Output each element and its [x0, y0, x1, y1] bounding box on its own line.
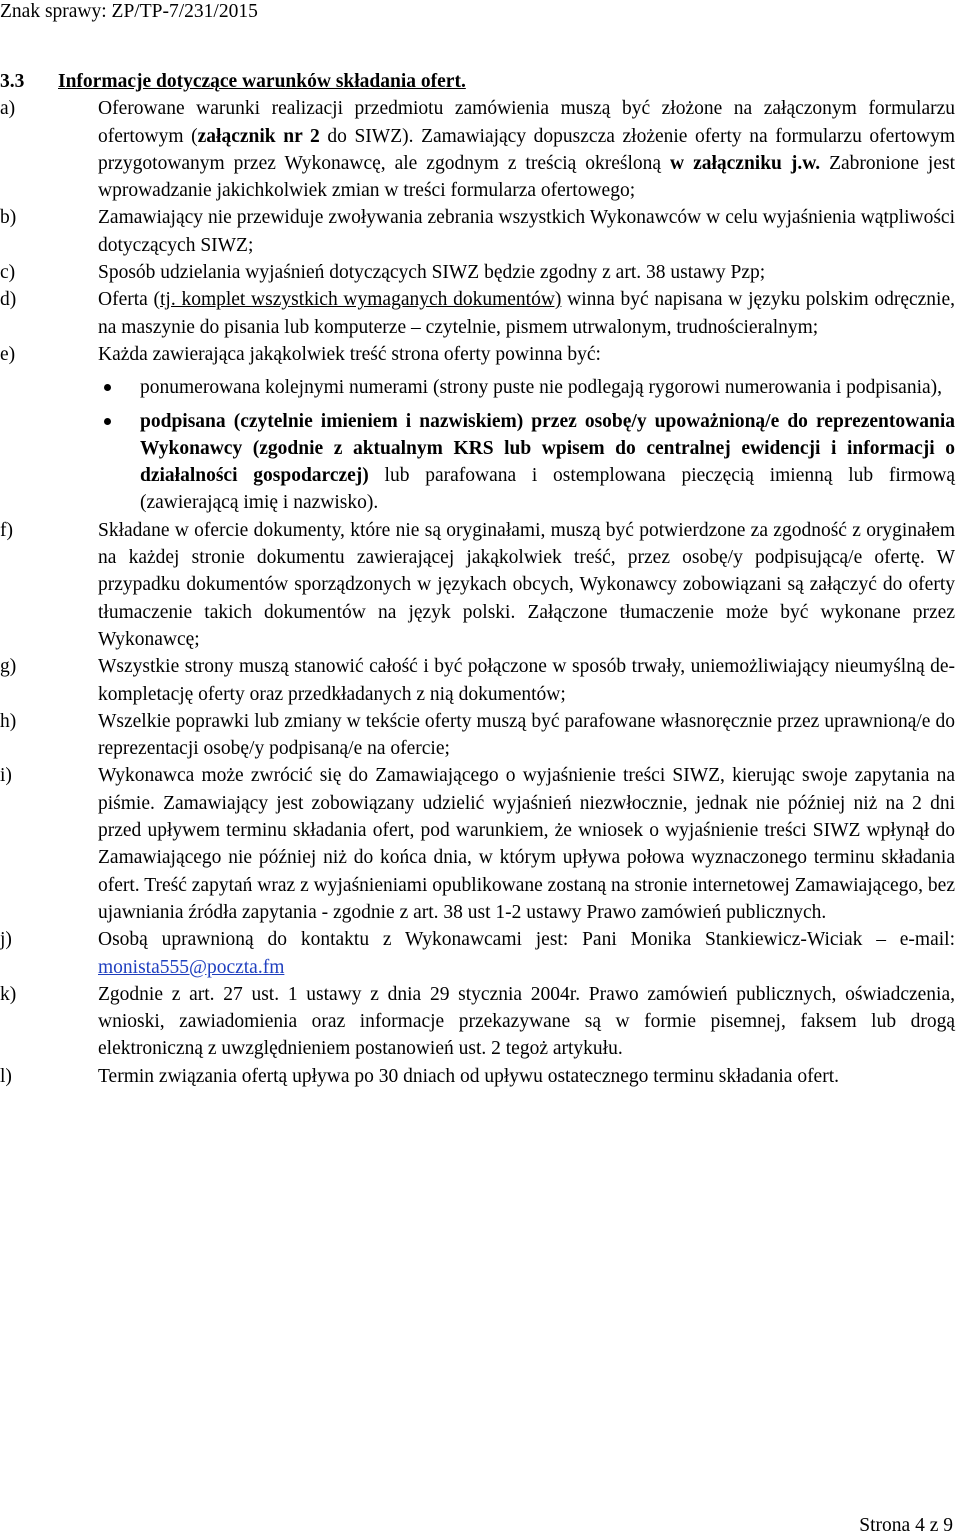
case-reference: Znak sprawy: ZP/TP-7/231/2015	[0, 1, 258, 22]
text-run: do SIWZ). Zamawiający dopuszcza złożenie oferty na formularzu ofertowym przygotowanym przez Wykonawcę, ale zgodnym z treścią określoną	[98, 125, 955, 174]
list-item-d	[0, 286, 960, 341]
list-item-c	[0, 259, 960, 286]
email-link[interactable]: monista555@poczta.fm	[98, 956, 285, 978]
bullet-icon	[98, 374, 140, 401]
item-marker: l)	[0, 1065, 12, 1087]
item-marker: g)	[0, 656, 17, 678]
text-run-bold: w załączniku j.w.	[670, 152, 821, 174]
item-text	[98, 341, 955, 517]
text-run-bold: podpisana (czytelnie imieniem i nazwiskiem) przez osobę/y upoważnioną/e do reprezentowania Wykonawcy (zgodnie z aktualnym KRS lub wpisem do centralnej ewidencji i informacji o działalności gospodarczej)	[140, 410, 955, 487]
item-marker: j)	[0, 929, 12, 951]
item-text: Wszystkie strony muszą stanowić całość i być połączone w sposób trwały, uniemożliwiający nieumyślną de-kompletację oferty oraz przedkładanych z nią dokumentów;	[98, 656, 955, 705]
section-title: Informacje dotyczące warunków składania ofert.	[58, 71, 466, 92]
item-marker: f)	[0, 519, 13, 541]
bullet-list	[98, 374, 955, 516]
list-item-b	[0, 204, 960, 259]
bullet-icon	[98, 408, 140, 517]
bullet-item	[98, 408, 955, 517]
item-intro: Każda zawierająca jakąkolwiek treść strona oferty powinna być:	[98, 343, 601, 365]
item-text: Termin związania ofertą upływa po 30 dniach od upływu ostatecznego terminu składania ofert.	[98, 1065, 839, 1087]
bullet-text	[140, 408, 955, 517]
item-marker: i)	[0, 765, 12, 787]
item-text: Sposób udzielania wyjaśnień dotyczących SIWZ będzie zgodny z art. 38 ustawy Pzp;	[98, 262, 766, 284]
item-text: Wykonawca może zwrócić się do Zamawiającego o wyjaśnienie treści SIWZ, kierując swoje zapytania na piśmie. Zamawiający jest zobowiązany udzielić wyjaśnień niezwłocznie, jednak nie później niż na 2 dni przed upływem terminu składania ofert, pod warunkiem, że wniosek o wyjaśnienie treści SIWZ wpłynął do Zamawiającego nie później niż do końca dnia, w którym upływa połowa wyznaczonego terminu składania ofert. Treść zapytań wraz z wyjaśnieniami opublikowane zostaną na stronie internetowej Zamawiającego, bez ujawniania źródła zapytania - zgodnie z art. 38 ust 1-2 ustawy Prawo zamówień publicznych.	[98, 765, 955, 923]
list-item-f	[0, 517, 960, 653]
document-body	[0, 68, 960, 1090]
text-run: Osobą uprawnioną do kontaktu z Wykonawcami jest: Pani Monika Stankiewicz-Wiciak – e-mail:	[98, 929, 955, 951]
list-item-k	[0, 981, 960, 1063]
list-item-j	[0, 926, 960, 981]
section-heading	[0, 68, 960, 95]
bullet-item	[98, 374, 955, 401]
item-text: Zamawiający nie przewiduje zwoływania zebrania wszystkich Wykonawców w celu wyjaśnienia wątpliwości dotyczących SIWZ;	[98, 207, 955, 256]
item-marker: h)	[0, 710, 17, 732]
item-text: Składane w ofercie dokumenty, które nie są oryginałami, muszą być potwierdzone za zgodność z oryginałem na każdej stronie dokumentu zawierającej jakąkolwiek treść, przez osobę/y podpisującą/e ofertę. W przypadku dokumentów sporządzonych w językach obcych, Wykonawcy zobowiązani są załączyć do oferty tłumaczenie takich dokumentów na język polski. Załączone tłumaczenie może być wykonane przez Wykonawcę;	[98, 519, 955, 650]
list-item-g	[0, 653, 960, 708]
list-item-h	[0, 708, 960, 763]
text-run: winna być napisana w języku polskim odręcznie, na maszynie do pisania lub komputerze – czytelnie, pismem utrwalonym, trudnościeralnym;	[98, 289, 955, 338]
text-run: Oferta (	[98, 289, 161, 311]
section-number: 3.3	[0, 71, 25, 92]
item-text	[98, 95, 955, 204]
text-run: Oferowane warunki realizacji przedmiotu zamówienia muszą być złożone na załączonym formularzu ofertowym (	[98, 98, 955, 147]
item-marker: k)	[0, 983, 17, 1005]
text-run: Zabronione jest wprowadzanie jakichkolwiek zmian w treści formularza ofertowego;	[98, 152, 955, 202]
item-marker: a)	[0, 98, 16, 120]
item-marker: d)	[0, 289, 17, 311]
bullet-text: ponumerowana kolejnymi numerami (strony puste nie podlegają rygorowi numerowania i podpisania),	[140, 377, 943, 399]
text-run: lub parafowana i ostemplowana pieczęcią imienną lub firmową (zawierającą imię i nazwisko).	[140, 465, 955, 514]
item-marker: e)	[0, 343, 16, 365]
item-marker: b)	[0, 207, 17, 229]
item-marker: c)	[0, 262, 16, 284]
item-text	[98, 286, 955, 341]
item-text	[98, 926, 955, 981]
list-item-l	[0, 1063, 960, 1090]
list-item-e	[0, 341, 960, 517]
item-text: Wszelkie poprawki lub zmiany w tekście oferty muszą być parafowane własnoręcznie przez uprawnioną/e do reprezentacji osobę/y podpisaną/e na ofercie;	[98, 710, 955, 760]
text-run-underlined: tj. komplet wszystkich wymaganych dokumentów)	[160, 289, 562, 311]
item-text: Zgodnie z art. 27 ust. 1 ustawy z dnia 29 stycznia 2004r. Prawo zamówień publicznych, oświadczenia, wnioski, zawiadomienia oraz informacje przekazywane są w formie pisemnej, faksem lub drogą elektroniczną z uwzględnieniem postanowień ust. 2 tegoż artykułu.	[98, 983, 955, 1060]
list-item-a	[0, 95, 960, 204]
list-item-i	[0, 762, 960, 926]
text-run-bold: załącznik nr 2	[197, 125, 320, 147]
page-number: Strona 4 z 9	[859, 1515, 953, 1536]
